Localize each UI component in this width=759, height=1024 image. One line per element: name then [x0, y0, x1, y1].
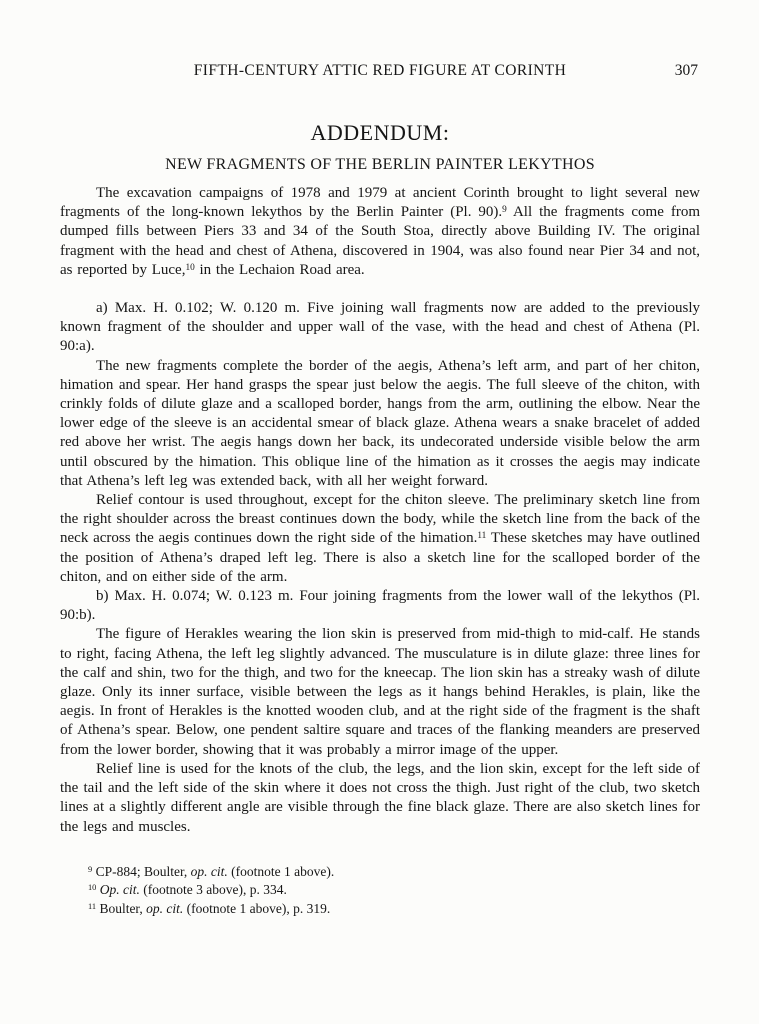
footnote-ref: 9 [502, 205, 507, 216]
footnotes-block [60, 863, 700, 918]
text-run: b) Max. H. 0.074; W. 0.123 m. Four joining fragments from the lower wall of the lekythos (Pl. 90:b). [60, 588, 700, 624]
text-run: Relief contour is used throughout, except for the chiton sleeve. The preliminary sketch line from the right shoulder across the breast continues down the body, while the sketch line from the back of the neck across the aegis continues down the right side of the himation. [60, 492, 700, 547]
footnote [88, 881, 700, 899]
body-paragraph [60, 184, 700, 280]
text-run: All the fragments come from dumped fills between Piers 33 and 34 of the South Stoa, directly above Building IV. The original fragment with the head and chest of Athena, discovered in 1904, was also found near Pier 34 and not, as reported by Luce, [60, 204, 700, 278]
footnote-marker: 9 [88, 864, 93, 874]
text-run: CP-884; Boulter, [95, 863, 191, 879]
footnote-ref: 10 [185, 262, 195, 273]
footnote-marker: 10 [88, 883, 97, 893]
body-paragraph [60, 357, 700, 491]
text-run: in the Lechaion Road area. [194, 261, 365, 278]
body-paragraph [60, 491, 700, 587]
text-run: These sketches may have outlined the position of Athena’s draped left leg. There is also a sketch line for the scalloped border of the chiton, and on either side of the arm. [60, 530, 701, 585]
text-run: The figure of Herakles wearing the lion skin is preserved from mid-thigh to mid-calf. He stands to right, facing Athena, the left leg slightly advanced. The musculature is in dilute glaze: three lines for the calf and shin, two for the thigh, and two for the kneecap. The lion skin has a streaky wash of dilute glaze. Only its inner surface, visible between the legs as it hangs behind Herakles, is plain, like the aegis. In front of Herakles is the knotted wooden club, and at the right side of the fragment is the shaft of Athena’s spear. Below, one pendent saltire square and traces of the flanking meanders are preserved from the lower border, showing that it was probably a mirror image of the upper. [60, 626, 700, 758]
page-number: 307 [674, 62, 698, 79]
footnote-ref: 11 [477, 531, 487, 542]
footnote-marker: 11 [88, 901, 97, 911]
text-run: a) Max. H. 0.102; W. 0.120 m. Five joining wall fragments now are added to the previously known fragment of the shoulder and upper wall of the vase, with the head and chest of Athena (Pl. 90:a). [60, 300, 700, 355]
article-subtitle: NEW FRAGMENTS OF THE BERLIN PAINTER LEKYTHOS [165, 156, 595, 173]
running-head-title: FIFTH-CENTURY ATTIC RED FIGURE AT CORINTH [193, 62, 567, 79]
italic-text: op. cit. [190, 863, 228, 879]
article-body [60, 184, 700, 837]
body-paragraph [60, 587, 700, 625]
italic-text: Op. cit. [99, 882, 140, 898]
text-run: (footnote 3 above), p. 334. [139, 882, 287, 898]
footnote [88, 900, 700, 918]
running-header [60, 63, 700, 79]
text-run: Relief line is used for the knots of the club, the legs, and the lion skin, except for the left side of the tail and the left side of the skin where it does not cross the thigh. Just right of the club, two sketch lines at a slightly different angle are visible through the fine black glaze. There are also sketch lines for the legs and muscles. [60, 760, 700, 835]
text-run: (footnote 1 above), p. 319. [183, 900, 331, 916]
text-run: Boulter, [99, 900, 147, 916]
footnote [88, 863, 700, 881]
body-paragraph [60, 760, 700, 837]
text-run: The new fragments complete the border of the aegis, Athena’s left arm, and part of her chiton, himation and spear. Her hand grasps the spear just below the aegis. The full sleeve of the chiton, with crinkly folds of dilute glaze and a scalloped border, hangs from the arm, outlining the elbow. Near the lower edge of the sleeve is an accidental smear of black glaze. Athena wears a snake bracelet of added red above her wrist. The aegis hangs down her back, its undecorated underside visible below the arm until obscured by the himation. This oblique line of the himation as it crosses the aegis may indicate that Athena’s left leg was extended back, with all her weight forward. [60, 357, 700, 489]
body-paragraph [60, 299, 700, 357]
text-run: (footnote 1 above). [227, 863, 335, 879]
text-run: The excavation campaigns of 1978 and 1979 at ancient Corinth brought to light several new fragments of the long-known lekythos by the Berlin Painter (Pl. 90). [60, 185, 700, 221]
body-paragraph [60, 625, 700, 759]
section-title: ADDENDUM: [310, 120, 450, 145]
italic-text: op. cit. [146, 900, 184, 916]
